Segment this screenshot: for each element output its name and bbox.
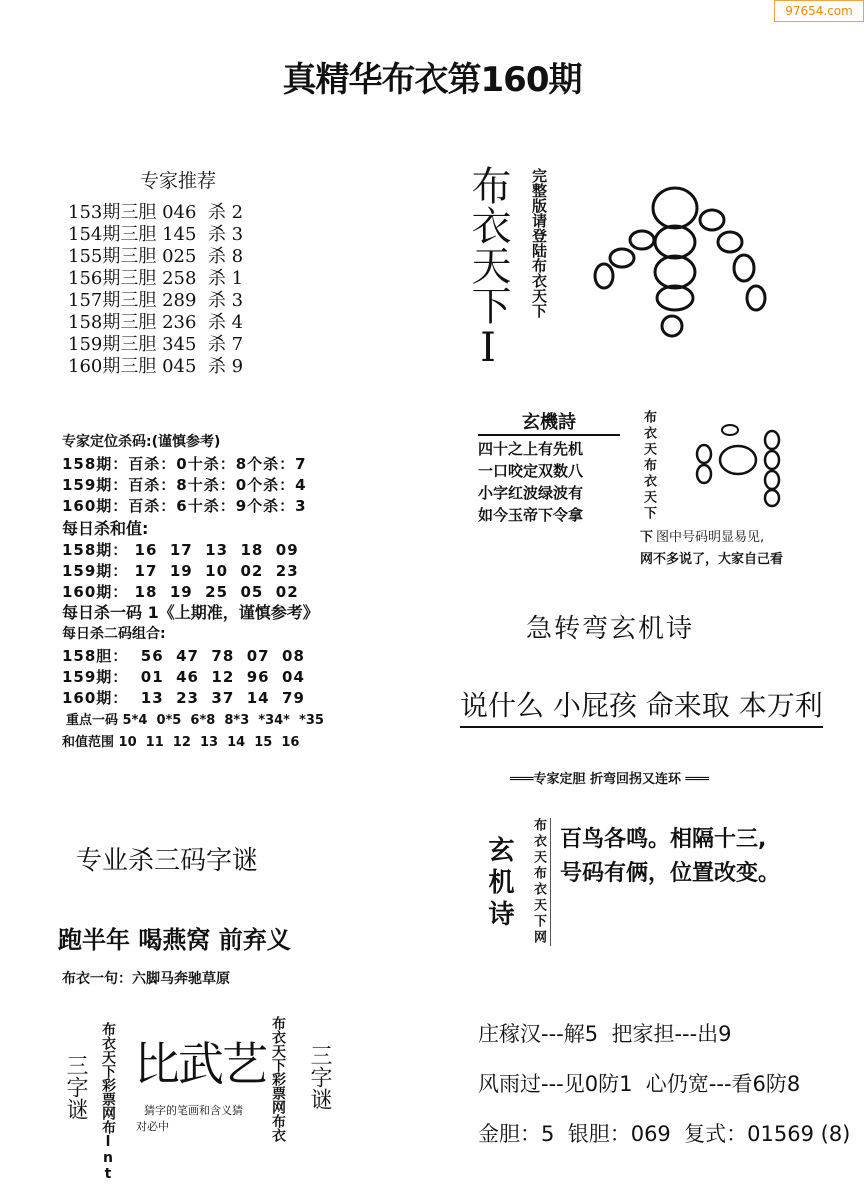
- expert-heading: 专家推荐: [140, 170, 217, 192]
- expert-list: [68, 202, 243, 378]
- buyi-vertical-title: 布衣天下I: [465, 165, 511, 371]
- watermark: 97654.com: [774, 0, 864, 22]
- right-side-text: 布衣天下彩票网布衣: [270, 1016, 286, 1142]
- list-item: 155期三胆 025 杀 8: [68, 246, 244, 267]
- riddle-hint: 猜字的笔画和含义猜: [144, 1104, 243, 1117]
- two-code-list: [62, 646, 305, 709]
- list-item: 156期三胆 258 杀 1: [68, 268, 244, 289]
- xuanji-side-text: 布衣天布衣天下: [641, 410, 656, 522]
- riddle-center: 比武艺: [134, 1037, 266, 1091]
- list-item: 158胆： 56 47 78 07 08: [62, 647, 305, 665]
- list-item: 159期三胆 345 杀 7: [68, 334, 244, 355]
- xuanji-poem: [478, 438, 583, 526]
- left-riddle-label: 三字谜: [63, 1054, 88, 1120]
- list-item: 158期三胆 236 杀 4: [68, 312, 244, 333]
- dingdan-line-2: 号码有俩，位置改变。: [560, 861, 781, 886]
- chain-graphic-small: [690, 420, 800, 510]
- riddle-hint-2: 对必中: [136, 1120, 169, 1133]
- sum-list: [62, 540, 299, 603]
- list-item: 160期： 18 19 25 05 02: [62, 583, 299, 601]
- sum-range: 和值范围 10 11 12 13 14 15 16: [62, 735, 300, 750]
- list-item: 四十之上有先机: [478, 440, 584, 458]
- list-item: 153期三胆 046 杀 2: [68, 202, 244, 223]
- one-code: 每日杀一码 1《上期准，谨慎参考》: [62, 603, 319, 622]
- jizhuan-line: 说什么 小屁孩 命来取 本万利: [460, 684, 823, 728]
- chain-graphic: [580, 180, 780, 350]
- right-riddle-label: 三字谜: [307, 1044, 332, 1110]
- bottom-line-1: 庄稼汉---解5 把家担---出9: [478, 1022, 732, 1046]
- dingdan-side-big: 玄机诗: [484, 836, 514, 932]
- list-item: 158期：百杀：0十杀：8个杀：7: [62, 455, 307, 473]
- xuanji-note-2: 网不多说了，大家自己看: [640, 552, 784, 567]
- list-item: 如今玉帝下令拿: [478, 506, 584, 524]
- list-item: 一口咬定双数八: [478, 462, 584, 480]
- buyi-side-text: 完整版请登陆布衣天下: [530, 168, 548, 318]
- two-code-heading: 每日杀二码组合:: [62, 626, 166, 642]
- list-item: 160期：百杀：6十杀：9个杀：3: [62, 497, 307, 515]
- list-item: 159期： 17 19 10 02 23: [62, 562, 299, 580]
- bottom-line-2: 风雨过---见0防1 心仍宽---看6防8: [478, 1072, 801, 1096]
- dingdan-line-1: 百鸟各鸣。相隔十三,: [560, 827, 767, 852]
- sum-heading: 每日杀和值:: [62, 519, 149, 538]
- xuanji-note-1: 图中号码明显易见,: [656, 530, 765, 545]
- list-item: 159期：百杀：8十杀：0个杀：4: [62, 476, 307, 494]
- xuanji-prefix: 下: [640, 530, 654, 545]
- list-item: 159期： 01 46 12 96 04: [62, 668, 305, 686]
- list-item: 小字红波绿波有: [478, 484, 584, 502]
- position-heading: 专家定位杀码:(谨慎参考): [62, 434, 221, 450]
- bottom-line-3: 金胆：5 银胆：069 复式：01569 (8): [478, 1122, 851, 1146]
- list-item: 160期： 13 23 37 14 79: [62, 689, 305, 707]
- list-item: 157期三胆 289 杀 3: [68, 290, 244, 311]
- list-item: 158期： 16 17 13 18 09: [62, 541, 299, 559]
- dingdan-side-small: 布衣天布衣天下网: [530, 818, 551, 946]
- zhuanye-heading: 专业杀三码字谜: [76, 846, 259, 876]
- list-item: 154期三胆 145 杀 3: [68, 224, 244, 245]
- zhuanye-buyi-line: 布衣一句：六脚马奔驰草原: [62, 971, 230, 987]
- dingdan-heading: ═══专家定胆 折弯回拐又连环 ═══: [510, 772, 710, 787]
- page-title: 真精华布衣第160期: [282, 60, 582, 100]
- list-item: 160期三胆 045 杀 9: [68, 356, 244, 377]
- zhuanye-riddle: 跑半年 喝燕窝 前弃义: [58, 926, 291, 954]
- jizhuan-heading: 急转弯玄机诗: [526, 614, 695, 644]
- left-side-text: 布衣天下彩票网布lnt: [100, 1022, 116, 1182]
- position-list: [62, 454, 307, 517]
- key-code: 重点一码 5*4 0*5 6*8 8*3 *34* *35: [66, 713, 324, 728]
- xuanji-heading: 玄機詩: [478, 408, 620, 436]
